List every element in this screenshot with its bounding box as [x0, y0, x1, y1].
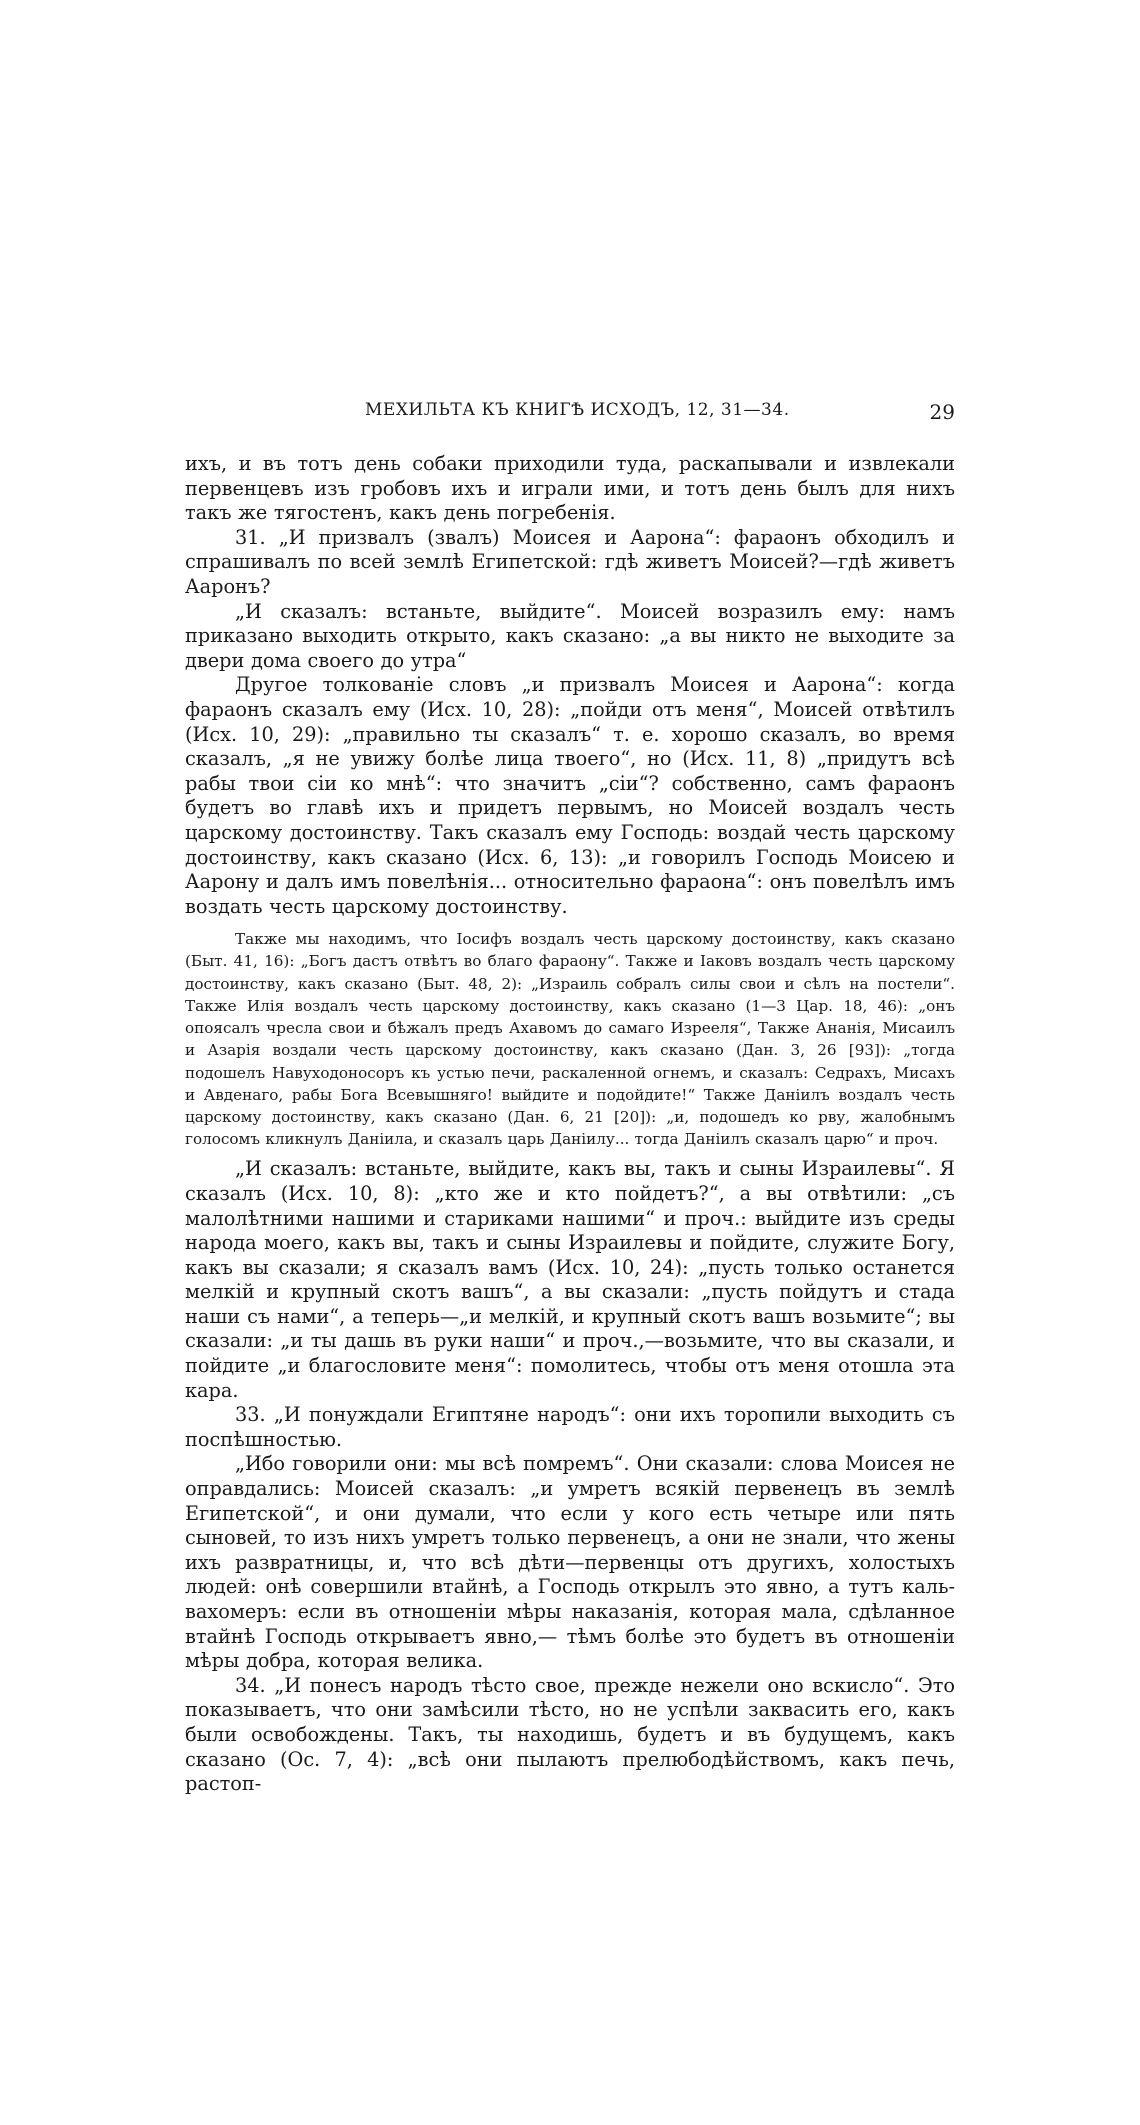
- paragraph-sons-of-israel: „И сказалъ: встаньте, выйдите, какъ вы, такъ и сыны Израилевы“. Я сказалъ (Исх. 10, 8): „кто же и кто пойдетъ?“, а вы отвѣтили: „съ малолѣтними нашими и стариками нашими“ и проч.: выйдите изъ среды народа моего, какъ вы, такъ и сыны Израилевы и пойдите, служите Богу, какъ вы сказали; я сказалъ вамъ (Исх. 10, 24): „пусть только останется мелкій и крупный скотъ вашъ“, а вы сказали: „пусть пойдутъ и стада наши съ нами“, а теперь—„и мелкій, и крупный скотъ вашъ возьмите“; вы сказали: „и ты дашь въ руки наши“ и проч.,—возьмите, что вы сказали, и пойдите „и благословите меня“: помолитесь, чтобы отъ меня отошла эта кара.: [185, 1157, 955, 1402]
- running-header: [185, 400, 955, 428]
- running-title: МЕХИЛЬТА КЪ КНИГѢ ИСХОДЪ, 12, 31—34.: [365, 400, 790, 420]
- paragraph-we-all-die: „Ибо говорили они: мы всѣ помремъ“. Они сказали: слова Моисея не оправдались: Моисей сказалъ: „и умретъ всякій первенецъ въ землѣ Египетской“, и они думали, что если у кого есть четыре или пять сыновей, то изъ нихъ умретъ только первенецъ, а они не знали, что жены ихъ развратницы, и, что всѣ дѣти—первенцы отъ другихъ, холостыхъ людей: онѣ совершили втайнѣ, а Господь открылъ это явно, а тутъ каль-вахомеръ: если въ отношеніи мѣры наказанія, которая мала, сдѣланное втайнѣ Господь открываетъ явно,— тѣмъ болѣе это будетъ въ отношеніи мѣры добра, которая велика.: [185, 1452, 955, 1673]
- paragraph-continuation: ихъ, и въ тотъ день собаки приходили туда, раскапывали и извлекали первенцевъ изъ гробовъ ихъ и играли ими, и тотъ день былъ для нихъ такъ же тягостенъ, какъ день погребенія.: [185, 452, 955, 525]
- paragraph-other-interpretation: Другое толкованіе словъ „и призвалъ Моисея и Аарона“: когда фараонъ сказалъ ему (Исх. 10, 28): „пойди отъ меня“, Моисей отвѣтилъ (Исх. 10, 29): „правильно ты сказалъ“ т. е. хорошо сказалъ, во время сказалъ, „я не увижу болѣе лица твоего“, но (Исх. 11, 8) „придутъ всѣ рабы твои сіи ко мнѣ“: что значитъ „сіи“? собственно, самъ фараонъ будетъ во главѣ ихъ и придетъ первымъ, но Моисей воздалъ честь царскому достоинству. Такъ сказалъ ему Господь: воздай честь царскому достоинству, какъ сказано (Исх. 6, 13): „и говорилъ Господь Моисею и Аарону и далъ имъ повелѣнія... относительно фараона“: онъ повелѣлъ имъ воздать честь царскому достоинству.: [185, 673, 955, 918]
- paragraph-arise-go-out: „И сказалъ: встаньте, выйдите“. Моисей возразилъ ему: намъ приказано выходить открыто, какъ сказано: „а вы никто не выходите за двери дома своего до утра“: [185, 599, 955, 672]
- body-text: [185, 452, 955, 1797]
- paragraph-verse-33: 33. „И понуждали Египтяне народъ“: они ихъ торопили выходить съ поспѣшностью.: [185, 1403, 955, 1451]
- paragraph-royal-honor-examples: Также мы находимъ, что Іосифъ воздалъ честь царскому достоинству, какъ сказано (Быт. 41, 16): „Богъ дастъ отвѣтъ во благо фараону“. Также и Іаковъ воздалъ честь царскому достоинству, какъ сказано (Быт. 48, 2): „Израиль собралъ силы свои и сѣлъ на постели“. Также Илія воздалъ честь царскому достоинству, какъ сказано (1—3 Цар. 18, 46): „онъ опоясалъ чресла свои и бѣжалъ предъ Ахавомъ до самаго Изрееля“, Также Ананія, Мисаилъ и Азарія воздали честь царскому достоинству, какъ сказано (Дан. 3, 26 [93]): „тогда подошелъ Навуходоносоръ къ устью печи, раскаленной огнемъ, и сказалъ: Седрахъ, Мисахъ и Авденаго, рабы Бога Всевышняго! выйдите и подойдите!“ Также Даніилъ воздалъ честь царскому достоинству, какъ сказано (Дан. 6, 21 [20]): „и, подошедъ ко рву, жалобнымъ голосомъ кликнулъ Даніила, и сказалъ царь Даніилу... тогда Даніилъ сказалъ царю“ и проч.: [185, 930, 955, 1149]
- paragraph-verse-34: 34. „И понесъ народъ тѣсто свое, прежде нежели оно вскисло“. Это показываетъ, что они замѣсили тѣсто, но не успѣли заквасить его, какъ были освобождены. Такъ, ты находишь, будетъ и въ будущемъ, какъ сказано (Ос. 7, 4): „всѣ они пылаютъ прелюбодѣйствомъ, какъ печь, растоп-: [185, 1673, 955, 1796]
- page-number: 29: [929, 400, 955, 424]
- paragraph-verse-31: 31. „И призвалъ (звалъ) Моисея и Аарона“: фараонъ обходилъ и спрашивалъ по всей землѣ Египетской: гдѣ живетъ Моисей?—гдѣ живетъ Ааронъ?: [185, 525, 955, 598]
